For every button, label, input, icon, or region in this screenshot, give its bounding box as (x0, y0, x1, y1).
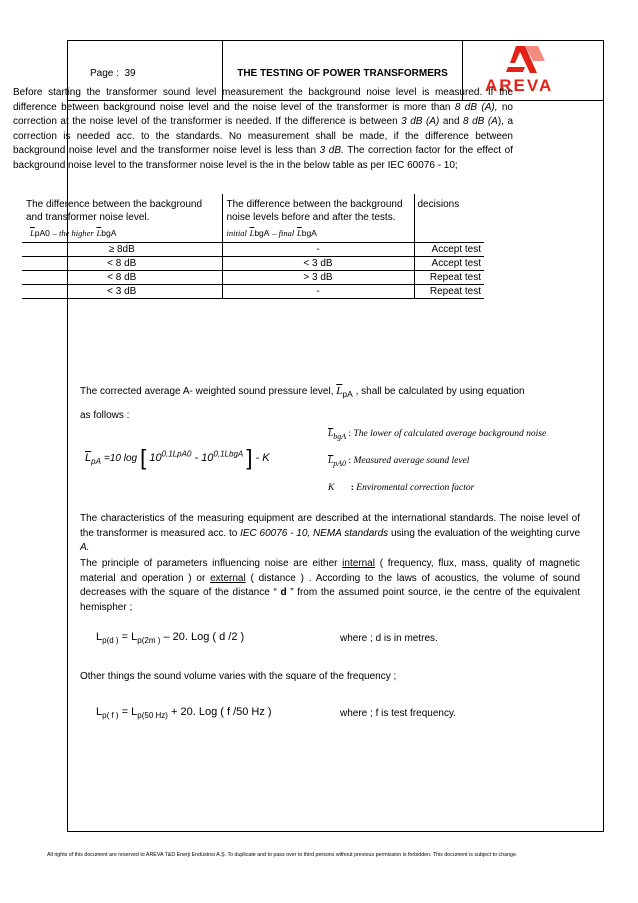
principle-text-2: ( frequency, flux, mass, quality of magnetic material and operation ) or (80, 558, 580, 584)
sym-sub: bgA (301, 228, 317, 238)
def-sub: bgA (333, 431, 347, 441)
eq2-mid: = L (121, 706, 138, 718)
sym-l: $\overline{L}$ (30, 228, 35, 238)
cell-before-after: - (222, 285, 414, 299)
header-background-diff (22, 194, 222, 243)
intro-text-2: no correction at the noise level of the transformer is needed. If the difference is between (13, 101, 513, 127)
sym-l: $\overline{L}$ (96, 228, 102, 238)
formula-base-2: 10 (201, 451, 214, 464)
char-text-1: The characteristics of the measuring equipment are described at the international standards. The noise level of the transformer is measured acc. to (80, 513, 580, 539)
equation-distance (96, 631, 576, 645)
def-text: The lower of calculated average background noise (353, 429, 547, 439)
eq2-l2-sub: p(50 Hz) (137, 711, 168, 721)
sym-mid: – final (272, 228, 295, 238)
eq1-l-sub: p(d ) (102, 636, 119, 646)
frequency-paragraph: Other things the sound volume varies with the square of the frequency ; (80, 671, 397, 682)
eq2-where: where ; f is test frequency. (340, 708, 456, 719)
eq1-l: L (96, 631, 103, 643)
principle-external: external (210, 572, 246, 584)
sym-l: $\overline{L}$ (296, 228, 302, 238)
eq2-rest: + 20. Log ( f /50 Hz ) (171, 706, 272, 718)
formula-base-1: 10 (149, 451, 162, 464)
sym-sub: bgA (254, 228, 270, 238)
corrected-paragraph (80, 380, 580, 427)
intro-paragraph (13, 86, 513, 173)
eq1-l2-sub: p(2m ) (137, 636, 161, 646)
formula-exp-1: 0,1L (161, 449, 178, 459)
sym-mid: – the higher (52, 228, 94, 238)
sym-sub: pA0 (34, 228, 50, 238)
formula-tail: - K (255, 451, 270, 464)
definitions (328, 422, 588, 503)
formula (85, 445, 325, 471)
formula-eq: =10 log (103, 452, 138, 464)
def-sym: K (328, 482, 335, 493)
bracket-right: ] (246, 445, 253, 470)
bracket-left: [ (140, 445, 147, 470)
cell-diff: < 3 dB (22, 285, 222, 299)
char-curve: A. (80, 542, 90, 553)
cell-decision: Repeat test (414, 271, 484, 285)
cell-decision: Accept test (414, 257, 484, 271)
def-sep: : (348, 455, 352, 466)
eq2-l-sub: p( f ) (102, 711, 119, 721)
header-before-after-diff (222, 194, 414, 243)
def-sep: : (348, 429, 352, 439)
table-header-row (22, 194, 484, 243)
eq2-l: L (96, 706, 103, 718)
def-text: Measured average sound level (353, 455, 470, 466)
principle-d: d (280, 587, 287, 598)
page-label: Page : (90, 68, 119, 79)
page-number: 39 (124, 68, 136, 79)
sym-sub: pA (342, 389, 353, 399)
document-title: THE TESTING OF POWER TRANSFORMERS (223, 41, 463, 100)
cell-decision: Accept test (414, 243, 484, 257)
cell-diff: < 8 dB (22, 257, 222, 271)
cell-before-after: - (222, 243, 414, 257)
def-sym: $\overline{L}$ (328, 429, 334, 439)
def-text: Enviromental correction factor (356, 482, 475, 493)
cell-diff: < 8 dB (22, 271, 222, 285)
intro-text-4: ), a correction is needed acc. to the standards. No measurement shall be made, if the difference between background noise level and the transformer noise level is less than (13, 116, 514, 156)
principle-internal: internal (342, 558, 375, 569)
cell-diff: ≥ 8dB (22, 243, 222, 257)
intro-text-3: and (442, 116, 460, 127)
formula-exp-1-sub: pA0 (177, 449, 192, 459)
formula-minus: - (194, 451, 199, 464)
equation-frequency (96, 706, 576, 720)
principle-paragraph (80, 557, 580, 615)
cell-decision: Repeat test (414, 285, 484, 299)
def-sep: : (350, 482, 354, 493)
corrected-text-c: as follows : (80, 410, 130, 421)
footer-disclaimer: All rights of this document are reserved to AREVA T&D Enerji Endüstrisi A.Ş. To duplicate and to pass over to third persons without previous permission is forbidden. This document is subject to change. (47, 852, 518, 858)
intro-value-3: 8 dB (A (463, 116, 498, 127)
intro-value-2: 3 dB (A) (401, 116, 440, 127)
formula-exp-2: 0,1L (213, 449, 230, 459)
formula-lhs-sub: pA (91, 457, 101, 467)
definition-item (328, 422, 588, 449)
principle-text-4: ” from the assumed point source, ie the centre of the equivalent hemispher ; (80, 587, 580, 613)
table-row (22, 285, 484, 299)
logo-wordmark: AREVA (485, 76, 554, 95)
header-2-symbols (227, 224, 411, 242)
table-row (22, 271, 484, 285)
eq1-rest: – 20. Log ( d /2 ) (163, 631, 245, 643)
def-sub: pA0 (333, 458, 347, 468)
corrected-text-b: , shall be calculated by using equation (355, 386, 525, 397)
intro-value-4: 3 dB. (319, 145, 344, 156)
def-sym: $\overline{L}$ (328, 455, 334, 466)
definition-item (328, 449, 588, 476)
principle-text-3: ( distance ) . According to the laws of acoustics, the volume of sound decreases with the square of the distance “ (80, 572, 581, 598)
header-1-text: The difference between the background and transformer noise level. (26, 199, 203, 223)
header-2-text: The difference between the background noise levels before and after the tests. (226, 199, 403, 223)
sym-pre: initial (226, 228, 247, 238)
formula-exp-2-sub: bgA (229, 449, 244, 459)
header-1-symbols (26, 224, 219, 242)
content (13, 86, 513, 185)
table-row (22, 257, 484, 271)
intro-text-5: The correction factor for the effect of background noise level to the transformer noise level is the in the below table as per IEC 60076 - 10; (13, 145, 513, 171)
char-text-2: using the evaluation of the weighting curve (390, 527, 581, 539)
cell-before-after: > 3 dB (222, 271, 414, 285)
sym-l: $\overline{L}$ (249, 228, 255, 238)
corrected-text-a: The corrected average A- weighted sound pressure level, (80, 386, 334, 397)
formula-lhs: $\overline{L}$ (85, 451, 92, 464)
intro-value-1: 8 dB (A), (454, 101, 498, 113)
principle-text-1: The principle of parameters influencing noise are either (80, 558, 338, 569)
sym-l: $\overline{L}$ (336, 385, 343, 397)
eq1-mid: = L (121, 631, 138, 643)
header-decisions: decisions (414, 194, 484, 243)
cell-before-after: < 3 dB (222, 257, 414, 271)
correction-table (22, 194, 484, 299)
sym-sub: bgA (101, 228, 117, 238)
intro-text-1: Before starting the transformer sound level measurement the background noise level is measured. If the difference between background noise level and the noise level of the transformer is more than (13, 87, 513, 113)
characteristics-paragraph (80, 512, 580, 556)
definition-item (328, 476, 588, 503)
eq1-where: where ; d is in metres. (340, 633, 438, 644)
char-standards: IEC 60076 - 10, NEMA standards (240, 527, 389, 539)
table-row (22, 243, 484, 257)
